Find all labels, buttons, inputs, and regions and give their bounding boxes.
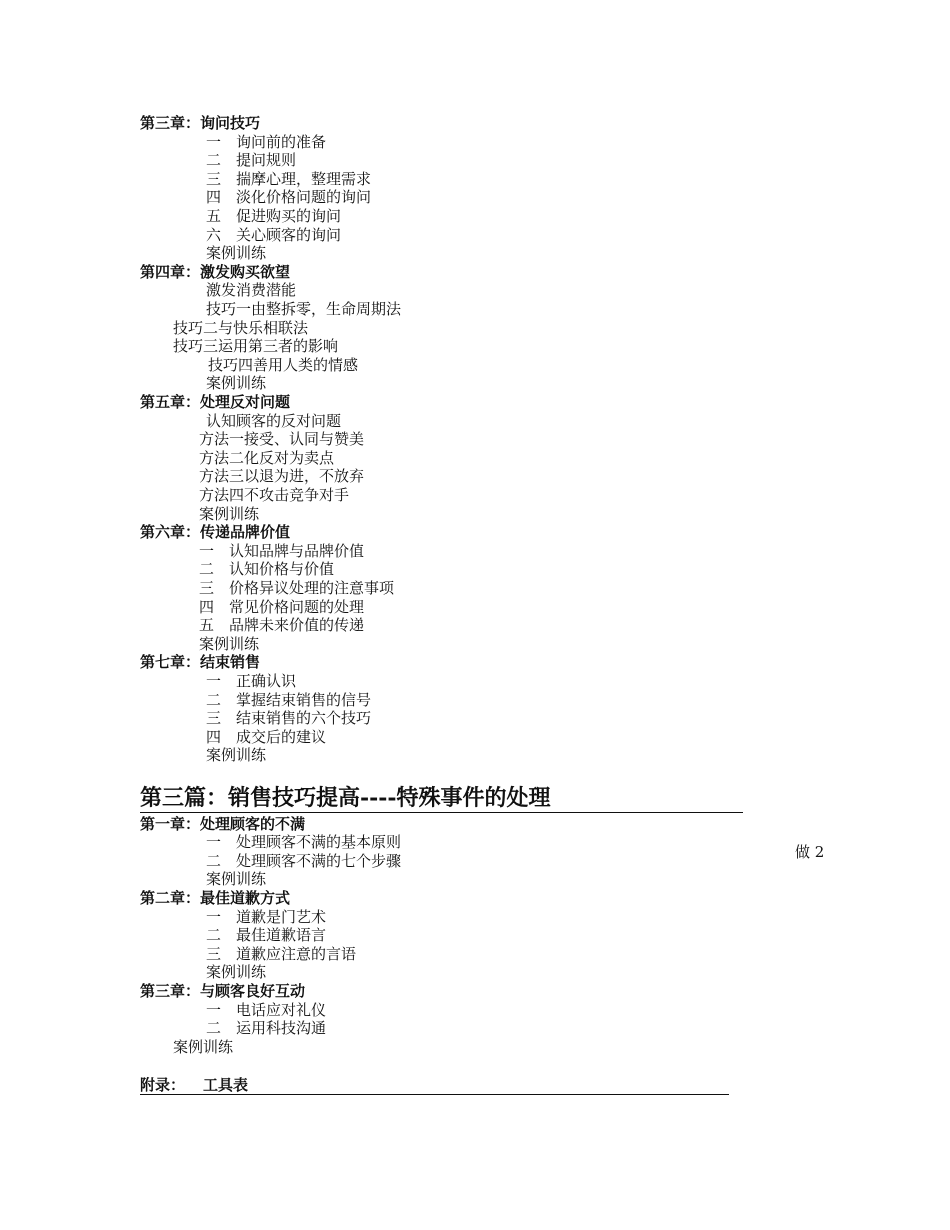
toc-item: 六 关心顾客的询问 <box>206 226 342 244</box>
toc-item: 案例训练 <box>199 635 260 653</box>
toc-item: 技巧二与快乐相联法 <box>173 319 309 337</box>
toc-item: 四 成交后的建议 <box>206 728 327 746</box>
toc-item: 方法三以退为进，不放弃 <box>199 467 365 485</box>
toc-item: 案例训练 <box>199 505 260 523</box>
toc-item: 激发消费潜能 <box>206 281 297 299</box>
chapter-heading: 第七章：结束销售 <box>140 653 261 671</box>
toc-item: 三 结束销售的六个技巧 <box>206 709 372 727</box>
appendix-label: 附录： <box>140 1076 186 1094</box>
toc-item: 三 道歉应注意的言语 <box>206 945 357 963</box>
toc-item: 案例训练 <box>206 374 267 392</box>
side-note: 做 2 <box>795 843 825 861</box>
chapter-heading: 第一章：处理顾客的不满 <box>140 815 306 833</box>
toc-item: 技巧一由整拆零，生命周期法 <box>206 300 402 318</box>
toc-item: 四 淡化价格问题的询问 <box>206 188 372 206</box>
appendix-title: 工具表 <box>203 1076 249 1094</box>
chapter-heading: 第二章：最佳道歉方式 <box>140 889 291 907</box>
toc-item: 案例训练 <box>206 746 267 764</box>
appendix-heading <box>140 1076 729 1095</box>
toc-item: 二 运用科技沟通 <box>206 1019 327 1037</box>
toc-item: 三 价格异议处理的注意事项 <box>199 579 395 597</box>
chapter-heading: 第三章：与顾客良好互动 <box>140 982 306 1000</box>
chapter-heading: 第三章：询问技巧 <box>140 114 261 132</box>
toc-item: 二 提问规则 <box>206 151 297 169</box>
toc-item: 二 处理顾客不满的七个步骤 <box>206 852 402 870</box>
toc-item: 二 认知价格与价值 <box>199 560 335 578</box>
toc-item: 案例训练 <box>206 870 267 888</box>
toc-item: 技巧四善用人类的情感 <box>208 356 359 374</box>
toc-item: 一 处理顾客不满的基本原则 <box>206 833 402 851</box>
toc-item: 二 最佳道歉语言 <box>206 926 327 944</box>
chapter-heading: 第六章：传递品牌价值 <box>140 523 291 541</box>
toc-item: 方法一接受、认同与赞美 <box>199 430 365 448</box>
toc-item: 一 正确认识 <box>206 672 297 690</box>
toc-item: 案例训练 <box>173 1038 234 1056</box>
toc-item: 认知顾客的反对问题 <box>206 412 342 430</box>
toc-item: 一 电话应对礼仪 <box>206 1001 327 1019</box>
toc-item: 四 常见价格问题的处理 <box>199 598 365 616</box>
chapter-heading: 第四章：激发购买欲望 <box>140 263 291 281</box>
toc-item: 技巧三运用第三者的影响 <box>173 337 339 355</box>
toc-item: 五 促进购买的询问 <box>206 207 342 225</box>
toc-item: 方法四不攻击竞争对手 <box>199 486 350 504</box>
toc-item: 三 揣摩心理，整理需求 <box>206 170 372 188</box>
toc-item: 一 道歉是门艺术 <box>206 908 327 926</box>
toc-item: 案例训练 <box>206 244 267 262</box>
part-heading: 第三篇：销售技巧提高----特殊事件的处理 <box>140 784 743 813</box>
toc-item: 二 掌握结束销售的信号 <box>206 691 372 709</box>
toc-item: 案例训练 <box>206 963 267 981</box>
toc-item: 一 认知品牌与品牌价值 <box>199 542 365 560</box>
toc-item: 一 询问前的准备 <box>206 133 327 151</box>
chapter-heading: 第五章：处理反对问题 <box>140 393 291 411</box>
toc-item: 五 品牌未来价值的传递 <box>199 616 365 634</box>
toc-item: 方法二化反对为卖点 <box>199 449 335 467</box>
